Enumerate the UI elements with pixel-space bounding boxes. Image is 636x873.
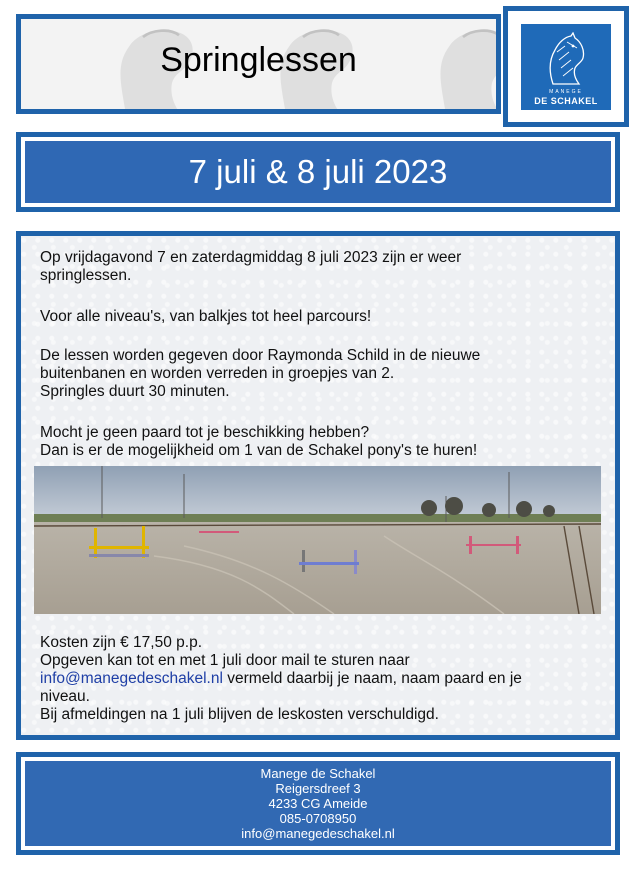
lesson-info-paragraph: De lessen worden gegeven door Raymonda Schild in de nieuwe buitenbanen en worden verreden in groepjes van 2. Springles duurt 30 minuten.	[40, 347, 481, 400]
page-title: Springlessen	[160, 41, 357, 79]
horse-head-icon	[543, 32, 589, 88]
logo-badge	[521, 24, 611, 110]
logo	[503, 6, 629, 127]
costs-paragraph: Kosten zijn € 17,50 p.p. Opgeven kan tot en met 1 juli door mail te sturen naar info@manegedeschakel.nl vermeld daarbij je naam, naam paard en je niveau. Bij afmeldingen na 1 juli blijven de leskosten verschuldigd.	[40, 634, 522, 723]
footer-street: Reigersdreef 3	[275, 781, 361, 796]
date-banner	[16, 132, 620, 212]
footer-phone: 085-0708950	[279, 811, 357, 826]
levels-paragraph: Voor alle niveau's, van balkjes tot heel parcours!	[40, 308, 372, 325]
logo-text-top: MANEGE	[549, 89, 583, 95]
footer-email[interactable]: info@manegedeschakel.nl	[241, 826, 395, 841]
content-panel	[16, 231, 620, 740]
intro-paragraph: Op vrijdagavond 7 en zaterdagmiddag 8 juli 2023 zijn er weer springlessen.	[40, 249, 462, 284]
header-banner	[16, 14, 501, 114]
footer-name: Manege de Schakel	[260, 766, 376, 781]
email-link[interactable]: info@manegedeschakel.nl	[40, 670, 223, 687]
logo-text-main: DE SCHAKEL	[534, 96, 598, 106]
pony-rental-paragraph: Mocht je geen paard tot je beschikking hebben? Dan is er de mogelijkheid om 1 van de Schakel pony's te huren!	[40, 424, 478, 459]
date-text: 7 juli & 8 juli 2023	[188, 153, 448, 190]
arena-photo	[34, 466, 601, 614]
footer-contact	[16, 752, 620, 855]
footer-city: 4233 CG Ameide	[268, 796, 368, 811]
